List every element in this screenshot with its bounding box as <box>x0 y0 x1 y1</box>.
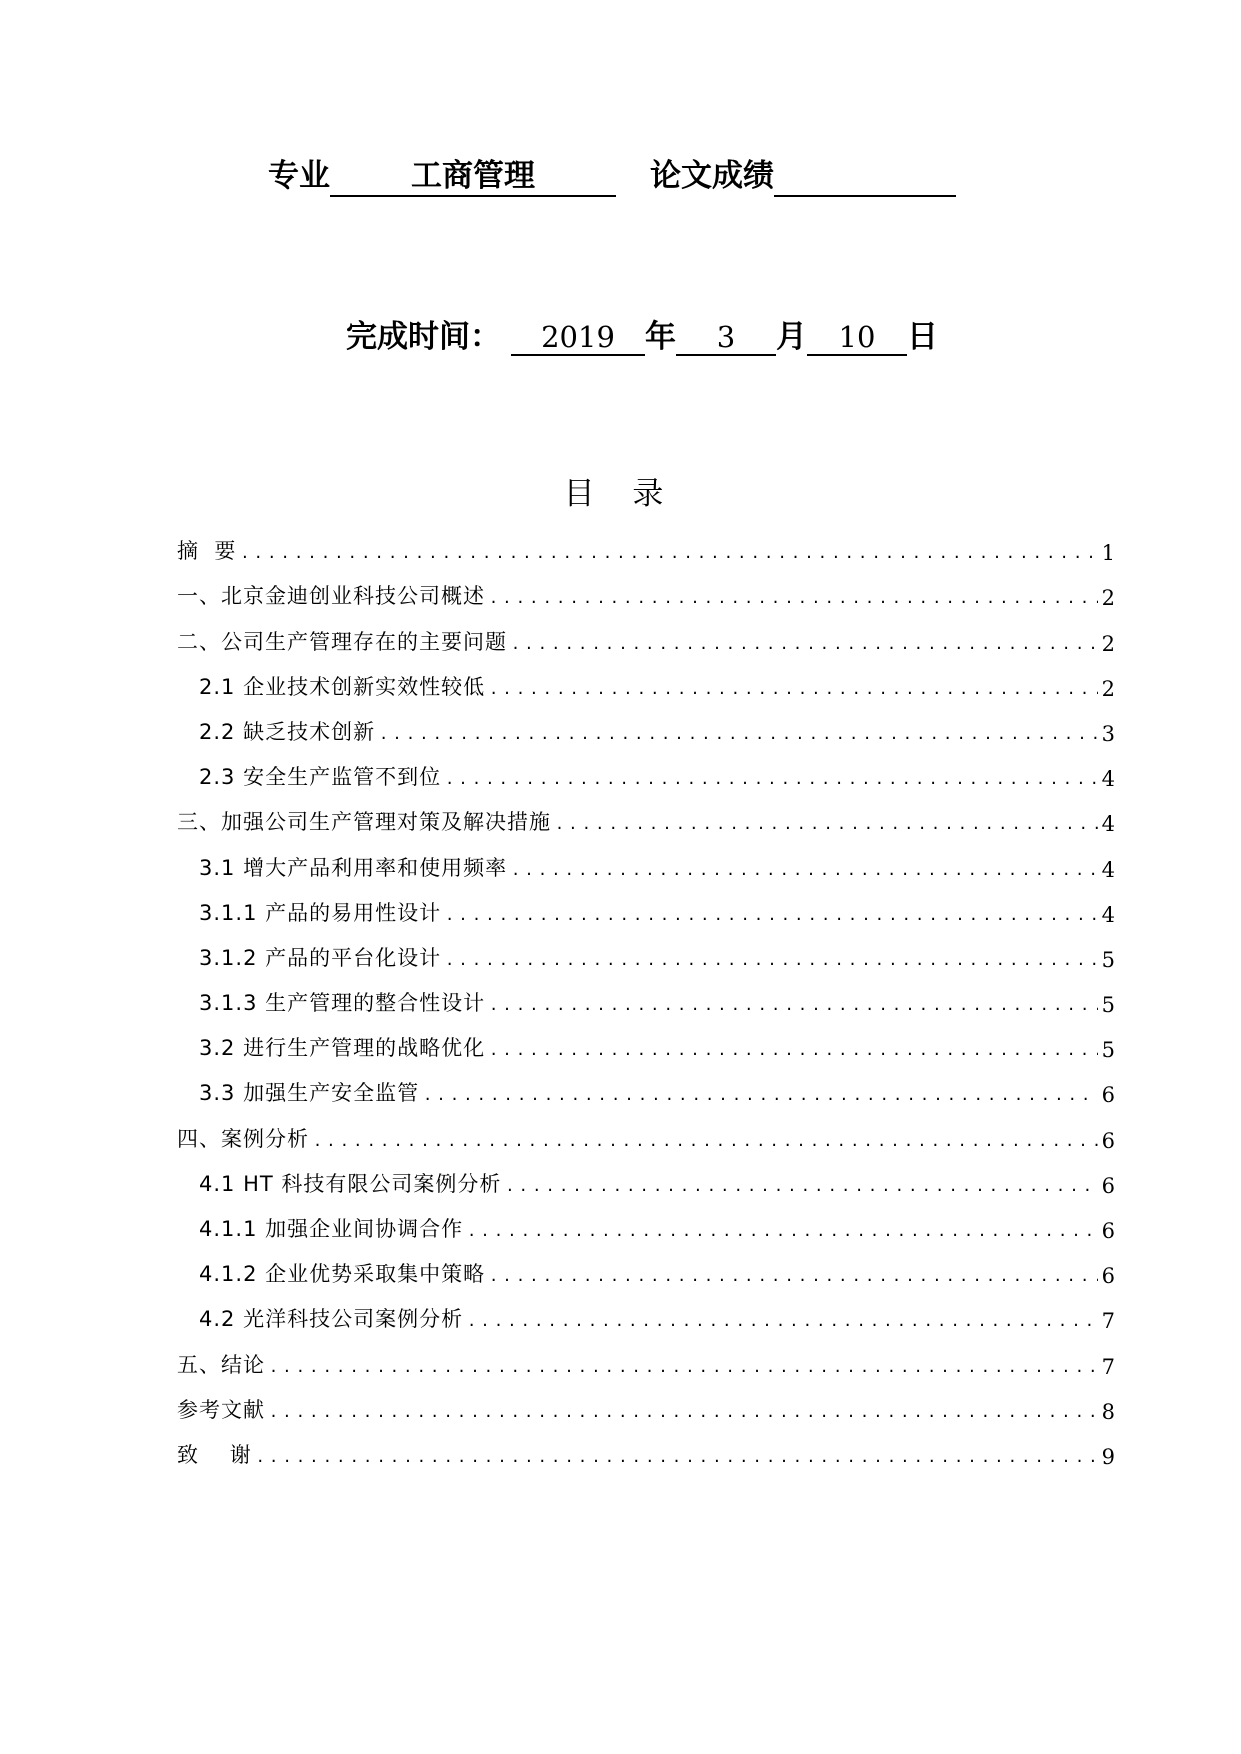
toc-entry-title: 摘 要 <box>177 539 237 564</box>
toc-entry-title: 4.2 光洋科技公司案例分析 <box>199 1307 464 1332</box>
major-label: 专业 <box>268 158 330 194</box>
toc-entry[interactable] <box>177 1333 1115 1378</box>
toc-entry[interactable] <box>177 610 1115 655</box>
toc-entry[interactable] <box>177 836 1115 881</box>
toc-entry-page-number: 9 <box>1101 1444 1115 1469</box>
toc-entry-title: 3.2 进行生产管理的战略优化 <box>199 1036 486 1061</box>
toc-entry[interactable] <box>177 1107 1115 1152</box>
toc-leader-dots <box>489 1043 1098 1058</box>
toc-entry-page-number: 4 <box>1101 902 1115 927</box>
score-label: 论文成绩 <box>650 158 774 194</box>
toc-leader-dots <box>505 1179 1097 1194</box>
time-label: 完成时间： <box>346 319 501 355</box>
day-value: 10 <box>807 321 907 356</box>
toc-entry-title: 2.1 企业技术创新实效性较低 <box>199 674 486 699</box>
toc-entry-title: 3.1.1 产品的易用性设计 <box>199 900 442 925</box>
toc-entry-title: 3.1 增大产品利用率和使用频率 <box>199 855 508 880</box>
toc-entry-title: 4.1.2 企业优势采取集中策略 <box>199 1262 486 1287</box>
toc-entry-page-number: 4 <box>1101 767 1115 792</box>
year-unit: 年 <box>645 319 676 355</box>
toc-entry-page-number: 5 <box>1101 1038 1115 1063</box>
toc-entry-title: 三、加强公司生产管理对策及解决措施 <box>177 810 551 835</box>
toc-leader-dots <box>445 908 1098 923</box>
toc-entry-title: 五、结论 <box>177 1352 265 1377</box>
toc-entry[interactable] <box>177 701 1115 746</box>
toc-entry-page-number: 6 <box>1101 1083 1115 1108</box>
toc-entry-page-number: 4 <box>1101 812 1115 837</box>
toc-entry[interactable] <box>177 1243 1115 1288</box>
toc-entry-page-number: 3 <box>1101 721 1115 746</box>
toc-leader-dots <box>511 863 1098 878</box>
table-of-contents <box>177 520 1115 1469</box>
toc-entry-page-number: 7 <box>1101 1309 1115 1334</box>
toc-leader-dots <box>489 591 1098 606</box>
completion-time-line <box>346 311 938 356</box>
toc-entry[interactable] <box>177 1153 1115 1198</box>
toc-entry-page-number: 8 <box>1101 1399 1115 1424</box>
toc-title: 目 录 <box>563 476 678 512</box>
major-value: 工商管理 <box>330 159 616 197</box>
toc-entry-title: 3.3 加强生产安全监管 <box>199 1081 420 1106</box>
toc-entry[interactable] <box>177 972 1115 1017</box>
toc-entry-page-number: 2 <box>1101 676 1115 701</box>
toc-entry-title: 3.1.2 产品的平台化设计 <box>199 945 442 970</box>
toc-entry-title: 4.1.1 加强企业间协调合作 <box>199 1217 464 1241</box>
toc-entry-title: 四、案例分析 <box>177 1126 309 1151</box>
day-unit: 日 <box>907 319 938 355</box>
toc-entry[interactable] <box>177 520 1115 565</box>
toc-entry-page-number: 6 <box>1101 1128 1115 1153</box>
toc-entry[interactable] <box>177 1198 1115 1243</box>
toc-leader-dots <box>511 637 1098 652</box>
toc-leader-dots <box>489 682 1098 697</box>
toc-leader-dots <box>489 1269 1098 1284</box>
month-value: 3 <box>676 321 776 356</box>
toc-entry-title: 2.3 安全生产监管不到位 <box>199 765 442 790</box>
toc-entry-title: 2.2 缺乏技术创新 <box>199 719 376 744</box>
toc-entry-page-number: 4 <box>1101 857 1115 882</box>
toc-entry-page-number: 1 <box>1101 541 1115 566</box>
score-value <box>774 159 956 197</box>
toc-entry[interactable] <box>177 882 1115 927</box>
toc-leader-dots <box>269 1360 1098 1375</box>
major-score-line <box>268 150 956 197</box>
year-value: 2019 <box>511 321 645 356</box>
toc-leader-dots <box>313 1134 1098 1149</box>
toc-entry-page-number: 6 <box>1101 1264 1115 1289</box>
month-unit: 月 <box>776 319 807 355</box>
toc-entry[interactable] <box>177 1288 1115 1333</box>
toc-leader-dots <box>269 1405 1098 1420</box>
toc-leader-dots <box>240 546 1097 561</box>
toc-entry[interactable] <box>177 565 1115 610</box>
toc-entry-title: 一、北京金迪创业科技公司概述 <box>177 584 485 609</box>
toc-entry[interactable] <box>177 746 1115 791</box>
toc-entry[interactable] <box>177 1062 1115 1107</box>
toc-leader-dots <box>445 953 1098 968</box>
toc-leader-dots <box>256 1450 1098 1465</box>
toc-entry-title: 4.1 HT 科技有限公司案例分析 <box>199 1171 502 1196</box>
toc-leader-dots <box>423 1088 1098 1103</box>
toc-entry-page-number: 6 <box>1101 1219 1115 1243</box>
toc-entry-page-number: 7 <box>1101 1354 1115 1379</box>
toc-leader-dots <box>445 772 1098 787</box>
toc-entry-page-number: 2 <box>1101 631 1115 656</box>
toc-entry[interactable] <box>177 927 1115 972</box>
toc-entry-page-number: 6 <box>1101 1173 1115 1198</box>
toc-leader-dots <box>379 727 1098 742</box>
toc-entry[interactable] <box>177 656 1115 701</box>
toc-leader-dots <box>555 817 1098 832</box>
toc-leader-dots <box>467 1314 1098 1329</box>
toc-entry-page-number: 2 <box>1101 586 1115 611</box>
toc-entry-page-number: 5 <box>1101 993 1115 1018</box>
toc-entry-title: 致 谢 <box>177 1442 252 1467</box>
toc-entry[interactable] <box>177 1379 1115 1424</box>
toc-entry-title: 参考文献 <box>177 1397 265 1422</box>
toc-entry[interactable] <box>177 791 1115 836</box>
toc-entry-page-number: 5 <box>1101 947 1115 972</box>
toc-entry-title: 二、公司生产管理存在的主要问题 <box>177 629 507 654</box>
toc-entry-title: 3.1.3 生产管理的整合性设计 <box>199 991 486 1016</box>
toc-leader-dots <box>467 1224 1098 1239</box>
toc-leader-dots <box>489 998 1098 1013</box>
toc-entry[interactable] <box>177 1424 1115 1469</box>
toc-entry[interactable] <box>177 1017 1115 1062</box>
